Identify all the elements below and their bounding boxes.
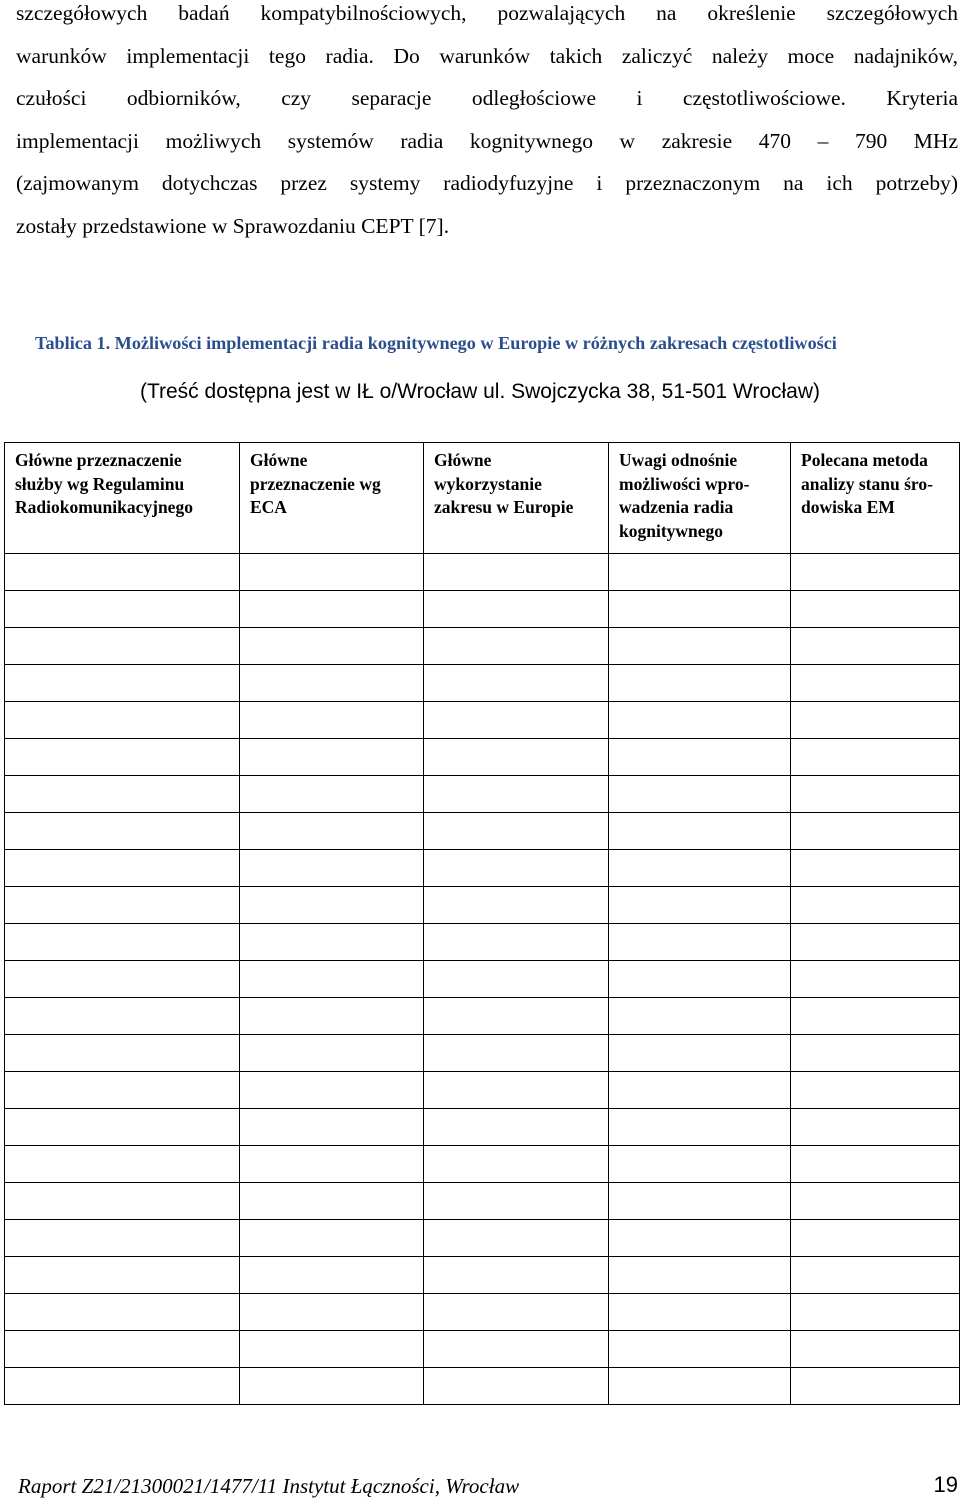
table-cell bbox=[5, 1183, 240, 1220]
table-cell bbox=[240, 1109, 424, 1146]
table-row bbox=[5, 739, 960, 776]
table-cell bbox=[609, 665, 791, 702]
page-number: 19 bbox=[933, 1472, 958, 1497]
table-cell bbox=[5, 739, 240, 776]
header-cognitive-radio-remarks: Uwagi odnośnie możliwości wpro-wadzenia radia kognitywnego bbox=[609, 443, 791, 554]
table-cell bbox=[609, 924, 791, 961]
table-cell bbox=[240, 1183, 424, 1220]
table-cell bbox=[609, 1331, 791, 1368]
paragraph-line: implementacji możliwych systemów radia kognitywnego w zakresie 470 – 790 MHz bbox=[16, 128, 958, 153]
table-cell bbox=[424, 1294, 609, 1331]
table-cell bbox=[791, 1257, 960, 1294]
table-cell bbox=[791, 739, 960, 776]
table-cell bbox=[240, 554, 424, 591]
body-paragraph bbox=[16, 0, 958, 247]
table-cell bbox=[791, 813, 960, 850]
table-cell bbox=[5, 1331, 240, 1368]
table-cell bbox=[609, 776, 791, 813]
table-row bbox=[5, 1109, 960, 1146]
table-cell bbox=[424, 1257, 609, 1294]
table-cell bbox=[609, 1109, 791, 1146]
table-caption: Tablica 1. Możliwości implementacji radia kognitywnego w Europie w różnych zakresach częstotliwości bbox=[35, 333, 837, 353]
table-cell bbox=[424, 1368, 609, 1405]
frequency-table bbox=[4, 442, 960, 1405]
table-row bbox=[5, 1035, 960, 1072]
table-cell bbox=[609, 1220, 791, 1257]
footer-report-id: Raport Z21/21300021/1477/11 Instytut Łączności, Wrocław bbox=[18, 1474, 520, 1498]
table-cell bbox=[791, 1220, 960, 1257]
table-cell bbox=[424, 924, 609, 961]
table-cell bbox=[240, 1331, 424, 1368]
table-cell bbox=[791, 1183, 960, 1220]
table-cell bbox=[240, 1294, 424, 1331]
table-cell bbox=[609, 591, 791, 628]
table-cell bbox=[240, 1368, 424, 1405]
table-cell bbox=[791, 628, 960, 665]
table-row bbox=[5, 1257, 960, 1294]
table-cell bbox=[240, 628, 424, 665]
table-cell bbox=[240, 887, 424, 924]
table-cell bbox=[424, 591, 609, 628]
table-cell bbox=[240, 591, 424, 628]
table-cell bbox=[424, 1183, 609, 1220]
table-row bbox=[5, 1146, 960, 1183]
table-cell bbox=[424, 665, 609, 702]
table-cell bbox=[240, 1257, 424, 1294]
table-row bbox=[5, 591, 960, 628]
table-cell bbox=[424, 813, 609, 850]
table-cell bbox=[424, 961, 609, 998]
table-row bbox=[5, 1294, 960, 1331]
table-cell bbox=[5, 998, 240, 1035]
page-footer bbox=[18, 1474, 960, 1504]
table-cell bbox=[609, 1183, 791, 1220]
table-row bbox=[5, 665, 960, 702]
table-row bbox=[5, 887, 960, 924]
table-cell bbox=[424, 1109, 609, 1146]
table-cell bbox=[609, 813, 791, 850]
table-cell bbox=[424, 739, 609, 776]
table-row bbox=[5, 1072, 960, 1109]
header-service-allocation: Główne przeznaczenie służby wg Regulaminu Radiokomunikacyjnego bbox=[5, 443, 240, 554]
table-row bbox=[5, 813, 960, 850]
table-cell bbox=[240, 924, 424, 961]
table-cell bbox=[424, 887, 609, 924]
table-cell bbox=[240, 1220, 424, 1257]
table-cell bbox=[609, 850, 791, 887]
table-cell bbox=[791, 1146, 960, 1183]
table-cell bbox=[424, 776, 609, 813]
paragraph-line: warunków implementacji tego radia. Do warunków takich zaliczyć należy moce nadajników, bbox=[16, 43, 958, 68]
table-cell bbox=[791, 1368, 960, 1405]
table-cell bbox=[791, 998, 960, 1035]
table-cell bbox=[609, 998, 791, 1035]
table-cell bbox=[240, 998, 424, 1035]
table-row bbox=[5, 1220, 960, 1257]
table-cell bbox=[5, 1072, 240, 1109]
table-cell bbox=[424, 998, 609, 1035]
table-cell bbox=[240, 961, 424, 998]
table-cell bbox=[5, 1146, 240, 1183]
table-cell bbox=[5, 1109, 240, 1146]
table-body bbox=[5, 554, 960, 1405]
table-cell bbox=[424, 1331, 609, 1368]
table-cell bbox=[791, 961, 960, 998]
table-cell bbox=[240, 850, 424, 887]
table-cell bbox=[424, 850, 609, 887]
table-cell bbox=[609, 1035, 791, 1072]
table-cell bbox=[424, 1072, 609, 1109]
table-cell bbox=[5, 1368, 240, 1405]
table-cell bbox=[240, 813, 424, 850]
table-cell bbox=[791, 1035, 960, 1072]
paragraph-line: szczegółowych badań kompatybilnościowych, pozwalających na określenie szczegółowych bbox=[16, 1, 958, 25]
table-cell bbox=[791, 924, 960, 961]
table-cell bbox=[609, 1072, 791, 1109]
table-cell bbox=[240, 776, 424, 813]
table-row bbox=[5, 1331, 960, 1368]
table-cell bbox=[791, 1072, 960, 1109]
table-cell bbox=[791, 554, 960, 591]
table-cell bbox=[5, 554, 240, 591]
table-cell bbox=[5, 813, 240, 850]
table-cell bbox=[5, 887, 240, 924]
paragraph-line: (zajmowanym dotychczas przez systemy radiodyfuzyjne i przeznaczonym na ich potrzeby) bbox=[16, 171, 958, 195]
table-cell bbox=[791, 887, 960, 924]
table-cell bbox=[791, 850, 960, 887]
table-cell bbox=[609, 1257, 791, 1294]
table-cell bbox=[791, 1331, 960, 1368]
table-cell bbox=[609, 887, 791, 924]
table-row bbox=[5, 702, 960, 739]
table-cell bbox=[609, 739, 791, 776]
table-cell bbox=[240, 665, 424, 702]
table-cell bbox=[5, 850, 240, 887]
table-row bbox=[5, 1183, 960, 1220]
table-cell bbox=[609, 961, 791, 998]
table-row bbox=[5, 924, 960, 961]
table-cell bbox=[5, 1294, 240, 1331]
table-cell bbox=[240, 702, 424, 739]
table-cell bbox=[5, 591, 240, 628]
table-cell bbox=[791, 776, 960, 813]
table-cell bbox=[424, 702, 609, 739]
table-row bbox=[5, 554, 960, 591]
table-cell bbox=[609, 1368, 791, 1405]
table-row bbox=[5, 850, 960, 887]
table-cell bbox=[240, 1072, 424, 1109]
table-row bbox=[5, 998, 960, 1035]
table-cell bbox=[791, 1294, 960, 1331]
table-cell bbox=[609, 1294, 791, 1331]
table-cell bbox=[424, 1220, 609, 1257]
header-europe-usage: Główne wykorzystanie zakresu w Europie bbox=[424, 443, 609, 554]
table-cell bbox=[609, 628, 791, 665]
table-cell bbox=[5, 628, 240, 665]
table-header-row bbox=[5, 443, 960, 554]
table-cell bbox=[240, 1035, 424, 1072]
table-row bbox=[5, 628, 960, 665]
table-cell bbox=[5, 924, 240, 961]
table-cell bbox=[5, 665, 240, 702]
availability-notice: (Treść dostępna jest w IŁ o/Wrocław ul. Swojczycka 38, 51-501 Wrocław) bbox=[139, 380, 821, 403]
table-cell bbox=[791, 1109, 960, 1146]
paragraph-line: zostały przedstawione w Sprawozdaniu CEPT [7]. bbox=[16, 213, 450, 238]
table-row bbox=[5, 776, 960, 813]
table-cell bbox=[5, 776, 240, 813]
header-eca-allocation: Główne przeznaczenie wg ECA bbox=[240, 443, 424, 554]
table-cell bbox=[609, 702, 791, 739]
table-cell bbox=[791, 591, 960, 628]
table-cell bbox=[5, 1035, 240, 1072]
table-cell bbox=[5, 702, 240, 739]
table-cell bbox=[5, 1220, 240, 1257]
table-cell bbox=[791, 665, 960, 702]
paragraph-line: czułości odbiorników, czy separacje odległościowe i częstotliwościowe. Kryteria bbox=[16, 86, 958, 110]
table-cell bbox=[424, 554, 609, 591]
table-cell bbox=[240, 739, 424, 776]
table-cell bbox=[424, 628, 609, 665]
table-row bbox=[5, 1368, 960, 1405]
table-cell bbox=[5, 961, 240, 998]
table-cell bbox=[609, 1146, 791, 1183]
table-cell bbox=[424, 1146, 609, 1183]
table-row bbox=[5, 961, 960, 998]
table-cell bbox=[609, 554, 791, 591]
header-recommended-method: Polecana metoda analizy stanu śro-dowiska EM bbox=[791, 443, 960, 554]
table-cell bbox=[424, 1035, 609, 1072]
table-cell bbox=[791, 702, 960, 739]
table-cell bbox=[240, 1146, 424, 1183]
table-cell bbox=[5, 1257, 240, 1294]
